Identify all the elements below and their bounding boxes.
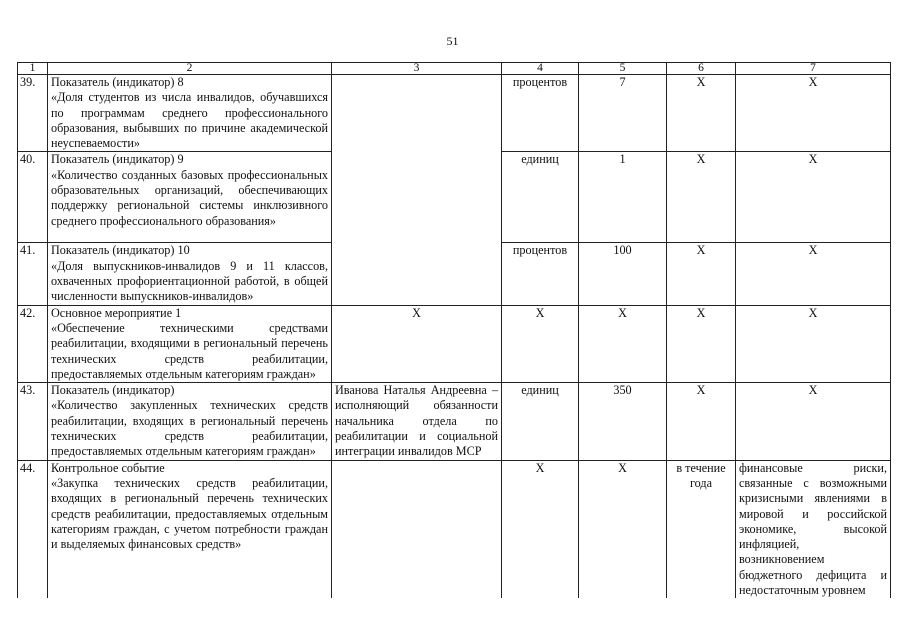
row-description	[48, 243, 332, 305]
indicators-table	[17, 62, 891, 598]
row-description	[48, 305, 332, 382]
row-title: Показатель (индикатор)	[51, 383, 175, 398]
column-header: 6	[667, 63, 736, 75]
row-text: «Доля выпускников-инвалидов 9 и 11 классов, охваченных профориентационной работой, в общей численности выпускников-инвалидов»	[51, 258, 328, 304]
row-text: «Количество созданных базовых профессиональных образовательных организаций, обеспечивающих поддержку региональной системы инклюзивного среднего профессионального образования»	[51, 167, 328, 228]
value-cell: Х	[579, 460, 667, 598]
responsible-cell: Х	[332, 305, 502, 382]
row-description	[48, 460, 332, 598]
row-description	[48, 75, 332, 152]
column-header: 7	[736, 63, 891, 75]
row-number: 39.	[18, 75, 48, 152]
term-cell: Х	[667, 152, 736, 243]
responsible-cell: Иванова Наталья Андреевна – исполняющий обязанности начальника отдела по реабилитации и социальной интеграции инвалидов МСР	[332, 383, 502, 460]
row-text: «Доля студентов из числа инвалидов, обучавшихся по программам среднего профессионального образования, выбывших по причине академической неуспеваемости»	[51, 90, 328, 151]
table-row	[18, 460, 891, 598]
table-row	[18, 305, 891, 382]
risk-cell: финансовые риски, связанные с возможными кризисными явлениями в мировой и российской экономике, высокой инфляцией, возникновением бюджетного дефицита и недостаточным уровнем	[736, 460, 891, 598]
row-text: «Закупка технических средств реабилитации, входящих в региональный перечень технических средств реабилитации, предоставляемых отдельным категориям граждан, с учетом потребности граждан и выделяемых финансовых средств»	[51, 475, 328, 552]
row-number: 40.	[18, 152, 48, 243]
risk-cell: Х	[736, 152, 891, 243]
row-text: «Количество закупленных технических средств реабилитации, входящих в региональный перечень технических средств реабилитации, предоставляемых отдельным категориям граждан»	[51, 398, 328, 459]
row-description	[48, 152, 332, 243]
term-cell: в течение года	[667, 460, 736, 598]
value-cell: 7	[579, 75, 667, 152]
risk-cell: Х	[736, 383, 891, 460]
unit-cell: единиц	[502, 383, 579, 460]
responsible-cell-merged	[332, 75, 502, 306]
unit-cell: единиц	[502, 152, 579, 243]
responsible-cell	[332, 460, 502, 598]
row-title: Показатель (индикатор) 9	[51, 152, 184, 167]
term-cell: Х	[667, 243, 736, 305]
risk-cell: Х	[736, 305, 891, 382]
value-cell: Х	[579, 305, 667, 382]
column-header: 1	[18, 63, 48, 75]
column-header: 4	[502, 63, 579, 75]
unit-cell: процентов	[502, 75, 579, 152]
row-text: «Обеспечение техническими средствами реабилитации, входящими в региональный перечень технических средств реабилитации, предоставляемых отдельным категориям граждан»	[51, 320, 328, 381]
term-cell: Х	[667, 383, 736, 460]
value-cell: 1	[579, 152, 667, 243]
row-number: 44.	[18, 460, 48, 598]
header-row	[18, 63, 891, 75]
value-cell: 100	[579, 243, 667, 305]
risk-cell: Х	[736, 243, 891, 305]
row-title: Показатель (индикатор) 8	[51, 75, 184, 89]
page-number: 51	[446, 34, 459, 48]
table-row	[18, 75, 891, 152]
row-number: 42.	[18, 305, 48, 382]
unit-cell: Х	[502, 305, 579, 382]
column-header: 5	[579, 63, 667, 75]
table-row	[18, 383, 891, 460]
column-header: 3	[332, 63, 502, 75]
row-number: 41.	[18, 243, 48, 305]
row-title: Основное мероприятие 1	[51, 305, 182, 320]
row-description	[48, 383, 332, 460]
risk-cell: Х	[736, 75, 891, 152]
row-title: Показатель (индикатор) 10	[51, 243, 190, 258]
unit-cell: процентов	[502, 243, 579, 305]
column-header: 2	[48, 63, 332, 75]
term-cell: Х	[667, 75, 736, 152]
unit-cell: Х	[502, 460, 579, 598]
term-cell: Х	[667, 305, 736, 382]
value-cell: 350	[579, 383, 667, 460]
row-title: Контрольное событие	[51, 460, 165, 475]
row-number: 43.	[18, 383, 48, 460]
